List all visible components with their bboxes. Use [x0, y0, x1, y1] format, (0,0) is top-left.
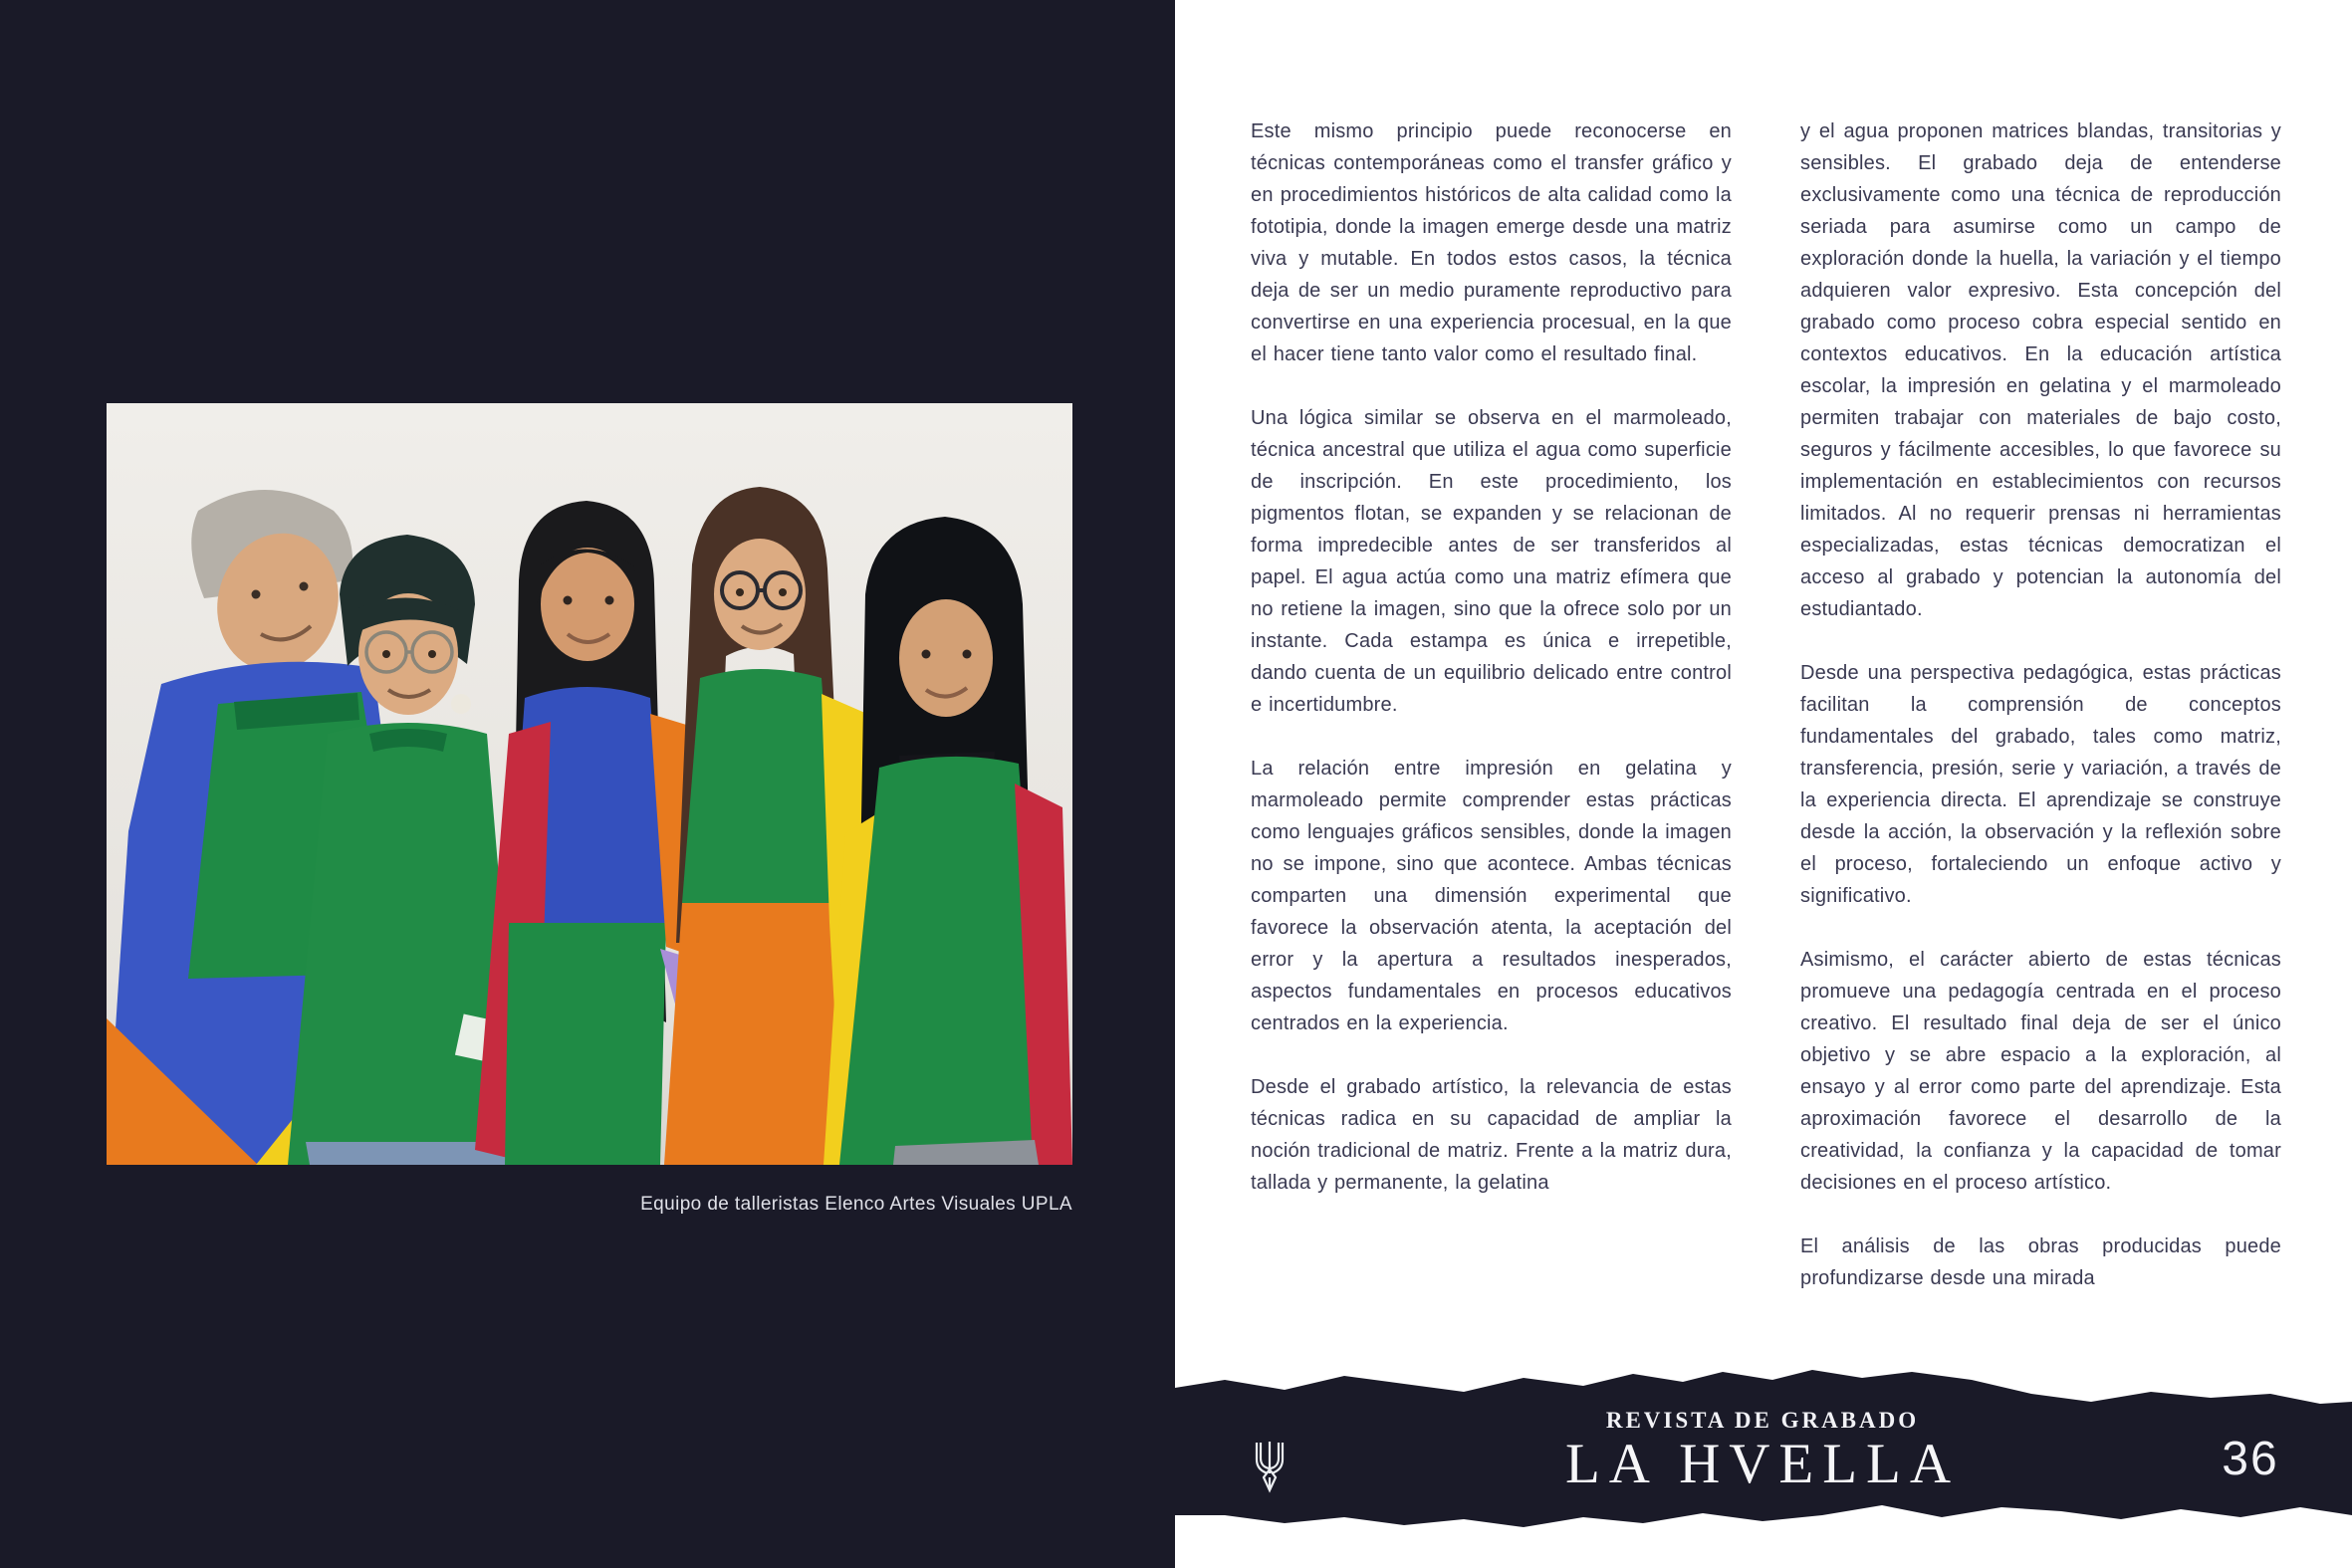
article-paragraph: y el agua proponen matrices blandas, transitorias y sensibles. El grabado deja de entenderse exclusivamente como una técnica de reproducción seriada para asumirse como un campo de exploración donde la huella, la variación y el tiempo adquieren valor expresivo. Esta concepción del grabado como proceso cobra especial sentido en contextos educativos. En la educación artística escolar, la impresión en gelatina y el marmoleado permiten trabajar con materiales de bajo costo, seguros y fácilmente accesibles, lo que favorece su implementación en establecimientos con recursos limitados. Al no requerir prensas ni herramientas especializadas, estas técnicas democratizan el acceso al grabado y potencian la autonomía del estudiantado.	[1800, 120, 2281, 620]
left-page-panel	[0, 0, 1175, 1568]
trident-glyph	[1249, 1440, 1291, 1493]
page-number: 36	[2222, 1433, 2279, 1485]
article-column-right	[1800, 115, 2281, 1326]
article-paragraph: Este mismo principio puede reconocerse en técnicas contemporáneas como el transfer gráfico y en procedimientos históricos de alta calidad como la fototipia, donde la imagen emerge desde una matriz viva y mutable. En todos estos casos, la técnica deja de ser un medio puramente reproductivo para convertirse en una experiencia procesual, en la que el hacer tiene tanto valor como el resultado final.	[1251, 120, 1732, 365]
article-paragraph: Una lógica similar se observa en el marmoleado, técnica ancestral que utiliza el agua como superficie de inscripción. En este procedimiento, los pigmentos flotan, se expanden y se relacionan de forma impredecible antes de ser transferidos al papel. El agua actúa como una matriz efímera que no retiene la imagen, sino que la ofrece solo por un instante. Cada estampa es única e irrepetible, dando cuenta de un equilibrio delicado entre control e incertidumbre.	[1251, 407, 1732, 716]
article-column-left	[1251, 115, 1732, 1231]
footer-magazine-kicker: REVISTA DE GRABADO	[1605, 1408, 1920, 1433]
article-paragraph: La relación entre impresión en gelatina y marmoleado permite comprender estas prácticas como lenguajes gráficos sensibles, donde la imagen no se impone, sino que acontece. Ambas técnicas comparten una dimensión experimental que favorece la observación atenta, la aceptación del error y la apertura a resultados inesperados, aspectos fundamentales en procesos educativos centrados en la experiencia.	[1251, 758, 1732, 1034]
team-photo-illustration	[107, 403, 1072, 1165]
team-photo	[107, 403, 1072, 1165]
trident-press-mark-icon	[1249, 1440, 1291, 1493]
photo-caption: Equipo de talleristas Elenco Artes Visuales UPLA	[640, 1194, 1072, 1215]
footer-magazine-title: LA HVELLA	[1564, 1433, 1961, 1495]
article-paragraph: Asimismo, el carácter abierto de estas técnicas promueve una pedagogía centrada en el proceso creativo. El resultado final deja de ser el único objetivo y se abre espacio a la exploración, al ensayo y al error como parte del aprendizaje. Esta aproximación favorece el desarrollo de la creatividad, la confianza y la capacidad de tomar decisiones en el proceso artístico.	[1800, 949, 2281, 1194]
article-paragraph: Desde una perspectiva pedagógica, estas prácticas facilitan la comprensión de conceptos fundamentales del grabado, tales como matriz, transferencia, presión, serie y variación, a través de la experiencia directa. El aprendizaje se construye desde la acción, la observación y la reflexión sobre el proceso, fortaleciendo un enfoque activo y significativo.	[1800, 662, 2281, 907]
article-paragraph: Desde el grabado artístico, la relevancia de estas técnicas radica en su capacidad de ampliar la noción tradicional de matriz. Frente a la matriz dura, tallada y permanente, la gelatina	[1251, 1076, 1732, 1194]
article-paragraph: El análisis de las obras producidas puede profundizarse desde una mirada	[1800, 1235, 2281, 1289]
